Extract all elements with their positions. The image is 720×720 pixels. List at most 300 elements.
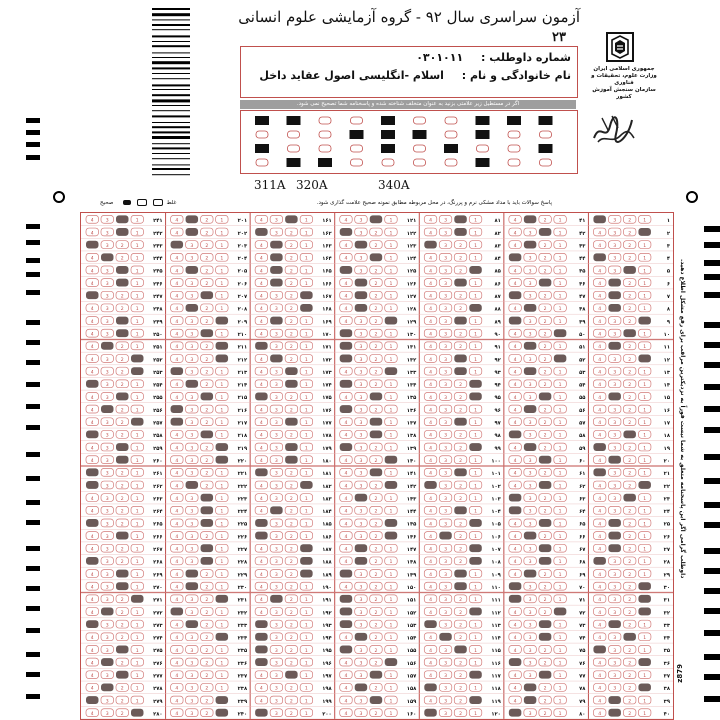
bubble-option-label: 1 <box>135 408 139 414</box>
barcode-bar <box>152 94 190 96</box>
answer-bubble-filled <box>469 304 482 312</box>
bubble-option-label: 3 <box>613 370 617 376</box>
bubble-option-label: 1 <box>558 547 562 553</box>
bubble-option-label: 3 <box>613 496 617 502</box>
bubble-option-label: 4 <box>90 269 94 275</box>
bubble-option-label: 2 <box>120 636 124 642</box>
bubble-option-label: 4 <box>429 661 433 667</box>
timing-mark <box>26 500 40 505</box>
bubble-option-label: 4 <box>259 509 263 515</box>
answer-bubble-filled <box>285 215 298 223</box>
question-number: ۱۶۸ <box>322 306 332 313</box>
bubble-option-label: 4 <box>175 218 179 224</box>
bubble-option-label: 1 <box>474 636 478 642</box>
bubble-option-label: 3 <box>613 572 617 578</box>
barcode-bar <box>152 61 190 64</box>
bubble-option-label: 4 <box>598 712 602 718</box>
question-number: ۱۶۵ <box>322 268 332 275</box>
bubble-option-label: 4 <box>259 294 263 300</box>
answer-bubble-filled <box>355 291 368 299</box>
question-number: ۱۷۶ <box>322 407 332 414</box>
bubble-option-label: 3 <box>444 547 448 553</box>
bubble-option-label: 3 <box>444 243 448 249</box>
bubble-option-label: 1 <box>643 534 647 540</box>
question-number: ۲۱۵ <box>237 395 248 402</box>
bubble-option-label: 3 <box>444 332 448 338</box>
answer-bubble-filled <box>201 291 214 299</box>
bubble-option-label: 1 <box>135 459 139 465</box>
correct-sample-icon <box>123 200 131 205</box>
bubble-option-label: 1 <box>389 395 393 401</box>
bubble-option-label: 1 <box>643 307 647 313</box>
answer-bubble-filled <box>608 456 621 464</box>
question-number: ۲۶۹ <box>153 572 163 579</box>
answer-bubble-filled <box>116 329 129 337</box>
code-bubble-filled <box>507 116 521 125</box>
bubble-option-label: 3 <box>528 231 532 237</box>
bubble-option-label: 3 <box>613 408 617 414</box>
bubble-option-label: 1 <box>304 395 308 401</box>
bubble-option-label: 4 <box>175 648 179 654</box>
question-number: ۱۳۴ <box>406 382 417 389</box>
bubble-option-label: 4 <box>175 572 179 578</box>
bubble-option-label: 2 <box>628 307 632 313</box>
bubble-option-label: 1 <box>389 648 393 654</box>
bubble-option-label: 3 <box>528 623 532 629</box>
question-number: ۱۳۵ <box>406 395 417 402</box>
bubble-option-label: 3 <box>444 357 448 363</box>
form-code: 340A <box>378 178 410 192</box>
bubble-option-label: 3 <box>528 610 532 616</box>
code-bubble-filled <box>413 130 427 139</box>
bubble-option-label: 2 <box>120 496 124 502</box>
answer-bubble-filled <box>454 215 467 223</box>
answer-bubble-filled <box>201 519 214 527</box>
answer-bubble-filled <box>593 215 606 223</box>
code-bubble <box>288 145 300 152</box>
question-number: ۲۶۱ <box>153 471 163 478</box>
answer-bubble-filled <box>454 468 467 476</box>
bubble-option-label: 1 <box>558 496 562 502</box>
question-number: ۱۳۲ <box>406 357 417 364</box>
bubble-option-label: 3 <box>528 459 532 465</box>
bubble-option-label: 1 <box>304 256 308 262</box>
answer-bubble-filled <box>370 468 383 476</box>
answer-bubble-filled <box>539 228 552 236</box>
bubble-option-label: 4 <box>598 319 602 325</box>
timing-mark <box>704 406 720 412</box>
bubble-option-label: 3 <box>528 471 532 477</box>
question-number: ۱۱ <box>663 344 670 351</box>
bubble-option-label: 3 <box>613 648 617 654</box>
bubble-option-label: 3 <box>105 269 109 275</box>
bubble-option-label: 1 <box>389 243 393 249</box>
question-number: ۱۷۱ <box>322 344 332 351</box>
bubble-option-label: 3 <box>613 231 617 237</box>
bubble-option-label: 2 <box>543 383 547 389</box>
question-number: ۱۶۰ <box>406 711 417 718</box>
answer-bubble-filled <box>171 241 184 249</box>
answer-bubble-filled <box>385 532 398 540</box>
bubble-option-label: 2 <box>459 433 463 439</box>
registration-circle <box>53 191 65 203</box>
bubble-option-label: 2 <box>374 686 378 692</box>
question-number: ۳۹ <box>663 698 670 705</box>
organization-line: سازمان سنجش آموزش کشور <box>592 87 656 100</box>
code-bubble-filled <box>476 116 490 125</box>
answer-bubble-filled <box>86 430 99 438</box>
answer-bubble-filled <box>270 253 283 261</box>
code-bubble <box>540 131 552 138</box>
question-number: ۱۷۷ <box>322 420 332 427</box>
bubble-option-label: 2 <box>120 623 124 629</box>
question-number: ۱۹۷ <box>322 673 332 680</box>
bubble-option-label: 3 <box>613 610 617 616</box>
bubble-option-label: 4 <box>344 636 348 642</box>
answer-bubble-filled <box>593 443 606 451</box>
code-bubble <box>414 145 426 152</box>
code-bubble-filled <box>476 158 490 167</box>
bubble-option-label: 4 <box>513 345 517 351</box>
answer-bubble-filled <box>300 544 313 552</box>
bubble-option-label: 3 <box>274 572 278 578</box>
answer-bubble-filled <box>469 443 482 451</box>
sheet-code: z879 <box>676 664 684 683</box>
bubble-option-label: 2 <box>120 294 124 300</box>
bubble-option-label: 2 <box>628 522 632 528</box>
question-number: ۷۷ <box>579 673 586 680</box>
bubble-option-label: 1 <box>474 319 478 325</box>
bubble-option-label: 2 <box>374 610 378 616</box>
bubble-option-label: 4 <box>513 674 517 680</box>
bubble-option-label: 2 <box>120 522 124 528</box>
question-number: ۷۸ <box>579 686 586 693</box>
question-number: ۱۴۴ <box>406 509 417 516</box>
bubble-option-label: 2 <box>628 256 632 262</box>
bubble-option-label: 3 <box>444 395 448 401</box>
bubble-option-label: 2 <box>205 383 209 389</box>
bubble-option-label: 4 <box>513 522 517 528</box>
question-number: ۸۶ <box>494 281 501 288</box>
barcode-bar <box>152 143 190 144</box>
question-number: ۲۹ <box>663 572 670 579</box>
answer-bubble-filled <box>524 696 537 704</box>
bubble-option-label: 3 <box>444 408 448 414</box>
bubble-option-label: 4 <box>344 585 348 591</box>
question-number: ۲۳۳ <box>237 622 248 629</box>
question-number: ۲۴۷ <box>153 294 163 301</box>
bubble-option-label: 1 <box>135 661 139 667</box>
question-number: ۲۵۲ <box>153 357 163 364</box>
bubble-option-label: 3 <box>359 269 363 275</box>
bubble-option-label: 3 <box>613 585 617 591</box>
bubble-option-label: 4 <box>259 585 263 591</box>
timing-mark <box>26 224 40 229</box>
bubble-option-label: 2 <box>205 648 209 654</box>
answer-bubble-filled <box>593 646 606 654</box>
question-number: ۴۷ <box>579 294 586 301</box>
bubble-option-label: 1 <box>304 648 308 654</box>
warning-note: اگر در مستطیل زیر علامتی بزنید به عنوان متخلف شناخته شده و پاسخنامه شما تصحیح نمی شود. <box>240 100 576 109</box>
bubble-option-label: 3 <box>528 395 532 401</box>
bubble-option-label: 3 <box>105 395 109 401</box>
timing-mark <box>704 384 720 390</box>
answer-bubble-filled <box>608 544 621 552</box>
question-number: ۲۷۱ <box>153 597 163 604</box>
question-number: ۹۲ <box>494 357 501 364</box>
bubble-option-label: 3 <box>190 332 194 338</box>
bubble-option-label: 3 <box>528 433 532 439</box>
bubble-option-label: 2 <box>628 572 632 578</box>
answer-bubble-filled <box>340 443 353 451</box>
question-number: ۱۷۴ <box>322 382 332 389</box>
answer-bubble-filled <box>116 317 129 325</box>
bubble-option-label: 3 <box>190 357 194 363</box>
bubble-option-label: 2 <box>289 408 293 414</box>
bubble-option-label: 3 <box>359 572 363 578</box>
bubble-option-label: 4 <box>90 281 94 287</box>
code-bubble <box>351 117 363 124</box>
bubble-option-label: 1 <box>135 496 139 502</box>
bubble-option-label: 1 <box>389 585 393 591</box>
bubble-option-label: 1 <box>474 598 478 604</box>
answer-bubble-filled <box>454 228 467 236</box>
question-number: ۱۲۰ <box>491 711 501 718</box>
bubble-option-label: 3 <box>105 281 109 287</box>
timing-mark <box>26 586 40 591</box>
bubble-option-label: 2 <box>543 319 547 325</box>
bubble-option-label: 2 <box>628 383 632 389</box>
bubble-option-label: 3 <box>359 712 363 718</box>
bubble-option-label: 3 <box>444 471 448 477</box>
timing-mark <box>26 546 40 551</box>
question-number: ۲۰۲ <box>237 230 248 237</box>
bubble-option-label: 3 <box>528 294 532 300</box>
bubble-option-label: 4 <box>344 395 348 401</box>
question-number: ۱۵۰ <box>406 584 417 591</box>
answer-bubble-filled <box>355 279 368 287</box>
code-bubble-filled <box>444 144 458 153</box>
answer-bubble-filled <box>539 481 552 489</box>
answer-bubble-filled <box>285 671 298 679</box>
bubble-option-label: 1 <box>135 319 139 325</box>
bubble-option-label: 1 <box>304 433 308 439</box>
bubble-option-label: 3 <box>444 370 448 376</box>
bubble-option-label: 3 <box>190 534 194 540</box>
bubble-option-label: 2 <box>543 307 547 313</box>
answer-bubble-filled <box>454 367 467 375</box>
answer-bubble-filled <box>539 519 552 527</box>
question-number: ۲۰۴ <box>237 256 248 263</box>
bubble-option-label: 4 <box>175 661 179 667</box>
answer-bubble-filled <box>186 215 199 223</box>
question-number: ۲۱۷ <box>237 420 248 427</box>
question-number: ۲۷ <box>663 547 670 554</box>
bubble-option-label: 3 <box>359 357 363 363</box>
bubble-option-label: 1 <box>389 636 393 642</box>
answer-grid[interactable] <box>80 212 674 720</box>
question-number: ۱۸۴ <box>322 509 332 516</box>
answer-bubble-filled <box>539 671 552 679</box>
bubble-option-label: 1 <box>220 433 224 439</box>
bubble-option-label: 2 <box>289 534 293 540</box>
answer-bubble-filled <box>285 380 298 388</box>
question-number: ۹۰ <box>494 331 501 338</box>
bubble-option-label: 1 <box>304 357 308 363</box>
question-number: ۲۴۸ <box>153 306 163 313</box>
question-number: ۲۷۸ <box>153 686 163 693</box>
bubble-option-label: 1 <box>389 294 393 300</box>
bubble-option-label: 4 <box>344 421 348 427</box>
bubble-option-label: 2 <box>289 547 293 553</box>
question-number: ۲۱ <box>663 471 670 478</box>
answer-bubble-filled <box>524 215 537 223</box>
bubble-option-label: 3 <box>274 471 278 477</box>
answer-bubble-filled <box>638 355 651 363</box>
bubble-option-label: 1 <box>135 509 139 515</box>
bubble-option-label: 3 <box>359 610 363 616</box>
bubble-option-label: 2 <box>289 433 293 439</box>
answer-bubble-filled <box>285 443 298 451</box>
bubble-option-label: 4 <box>175 307 179 313</box>
bubble-option-label: 4 <box>175 585 179 591</box>
question-number: ۹۱ <box>494 344 501 351</box>
timing-mark <box>704 478 720 484</box>
bubble-option-label: 1 <box>304 281 308 287</box>
bubble-option-label: 1 <box>558 686 562 692</box>
question-number: ۱۵۷ <box>406 673 417 680</box>
bubble-option-label: 3 <box>528 661 532 667</box>
bubble-option-label: 4 <box>344 686 348 692</box>
bubble-option-label: 4 <box>429 509 433 515</box>
answer-bubble-filled <box>116 443 129 451</box>
question-number: ۵۹ <box>579 445 586 452</box>
bubble-option-label: 1 <box>304 370 308 376</box>
answer-bubble-filled <box>340 266 353 274</box>
bubble-option-label: 4 <box>513 421 517 427</box>
bubble-option-label: 3 <box>274 294 278 300</box>
bubble-option-label: 2 <box>374 560 378 566</box>
timing-mark <box>26 452 40 457</box>
answer-bubble-filled <box>509 582 522 590</box>
bubble-option-label: 3 <box>274 345 278 351</box>
bubble-option-label: 4 <box>429 699 433 705</box>
bubble-option-label: 3 <box>444 585 448 591</box>
bubble-option-label: 4 <box>513 281 517 287</box>
timing-mark <box>26 272 40 277</box>
answer-bubble-filled <box>171 418 184 426</box>
answer-bubble-filled <box>216 633 229 641</box>
bubble-option-label: 2 <box>205 408 209 414</box>
bubble-option-label: 4 <box>90 446 94 452</box>
bubble-option-label: 1 <box>474 509 478 515</box>
candidate-name-row <box>259 69 571 82</box>
question-number: ۸۵ <box>494 268 501 275</box>
bubble-option-label: 4 <box>90 598 94 604</box>
bubble-option-label: 2 <box>628 585 632 591</box>
bubble-option-label: 4 <box>429 534 433 540</box>
question-number: ۷۴ <box>579 635 586 642</box>
bubble-option-label: 2 <box>543 370 547 376</box>
bubble-option-label: 2 <box>289 269 293 275</box>
answer-bubble-filled <box>469 557 482 565</box>
timing-mark <box>26 566 40 571</box>
bubble-option-label: 3 <box>105 699 109 705</box>
answer-bubble-filled <box>86 380 99 388</box>
bubble-option-label: 1 <box>389 446 393 452</box>
answer-bubble-filled <box>101 683 114 691</box>
bubble-option-label: 4 <box>344 307 348 313</box>
bubble-option-label: 2 <box>120 509 124 515</box>
answer-bubble-filled <box>355 494 368 502</box>
bubble-option-label: 1 <box>135 534 139 540</box>
answer-bubble-filled <box>216 342 229 350</box>
question-number: ۲۵۵ <box>153 395 163 402</box>
bubble-option-label: 1 <box>304 661 308 667</box>
bubble-option-label: 3 <box>274 231 278 237</box>
answer-bubble-filled <box>201 329 214 337</box>
bubble-option-label: 3 <box>444 383 448 389</box>
bubble-option-label: 3 <box>190 509 194 515</box>
bubble-option-label: 3 <box>190 496 194 502</box>
bubble-option-label: 1 <box>220 585 224 591</box>
bubble-option-label: 3 <box>190 699 194 705</box>
bubble-option-label: 1 <box>558 231 562 237</box>
bubble-option-label: 4 <box>259 421 263 427</box>
question-number: ۱۸۱ <box>322 471 332 478</box>
answer-bubble-filled <box>608 696 621 704</box>
bubble-option-label: 2 <box>374 522 378 528</box>
question-number: ۲۵۴ <box>153 382 163 389</box>
bubble-option-label: 1 <box>304 674 308 680</box>
answer-bubble-filled <box>638 658 651 666</box>
bubble-option-label: 2 <box>289 307 293 313</box>
bubble-option-label: 2 <box>205 623 209 629</box>
question-number: ۲۵۰ <box>153 331 163 338</box>
code-bubble <box>508 159 520 166</box>
answer-bubble-filled <box>593 557 606 565</box>
bubble-option-label: 3 <box>444 446 448 452</box>
bubble-option-label: 4 <box>429 408 433 414</box>
bubble-option-label: 1 <box>389 269 393 275</box>
bubble-option-label: 1 <box>135 572 139 578</box>
bubble-option-label: 2 <box>628 421 632 427</box>
bubble-option-label: 3 <box>190 598 194 604</box>
answer-bubble-filled <box>116 671 129 679</box>
bubble-option-label: 1 <box>135 636 139 642</box>
bubble-option-label: 3 <box>613 332 617 338</box>
bubble-option-label: 1 <box>643 256 647 262</box>
timing-mark <box>26 652 40 657</box>
bubble-option-label: 1 <box>558 433 562 439</box>
bubble-option-label: 1 <box>474 243 478 249</box>
bubble-option-label: 4 <box>90 534 94 540</box>
question-number: ۲۱۶ <box>237 407 248 414</box>
bubble-option-label: 2 <box>120 307 124 313</box>
bubble-option-label: 1 <box>474 471 478 477</box>
answer-bubble-filled <box>270 595 283 603</box>
barcode-bar <box>152 147 190 149</box>
code-bubble <box>319 131 331 138</box>
answer-bubble-filled <box>186 481 199 489</box>
bubble-option-label: 2 <box>205 231 209 237</box>
bubble-option-label: 4 <box>429 572 433 578</box>
bubble-option-label: 2 <box>289 345 293 351</box>
bubble-option-label: 3 <box>528 636 532 642</box>
question-number: ۷ <box>666 294 670 301</box>
answer-bubble-filled <box>370 393 383 401</box>
bubble-option-label: 4 <box>90 345 94 351</box>
